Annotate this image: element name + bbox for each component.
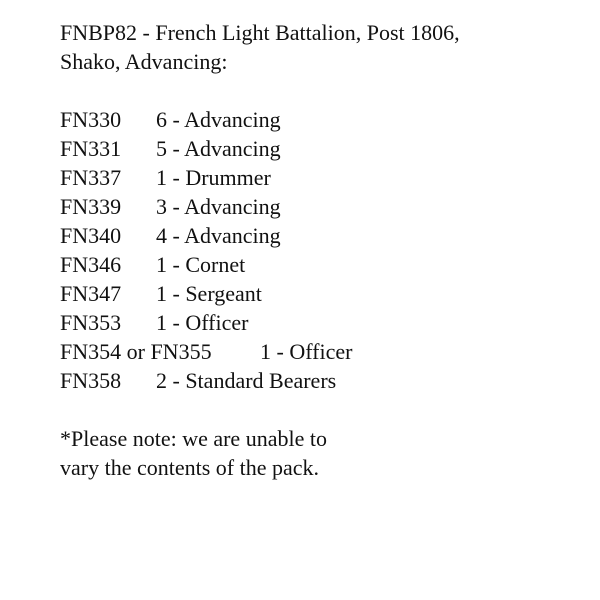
list-item [60,105,580,134]
item-description: 2 - Standard Bearers [156,368,337,393]
item-description: 1 - Officer [260,339,353,364]
list-item [60,134,580,163]
item-code: FN339 [60,194,122,219]
list-item [60,163,580,192]
item-code: FN358 [60,368,122,393]
item-description: 1 - Sergeant [156,281,262,306]
item-code: FN340 [60,223,122,248]
pack-title-line-1: FNBP82 - French Light Battalion, Post 1806, [60,20,460,45]
item-description: 1 - Officer [156,310,249,335]
note-line-2: vary the contents of the pack. [60,455,320,480]
item-description: 1 - Drummer [156,165,271,190]
spacer [60,76,580,105]
spacer [60,395,580,424]
list-item [60,337,580,366]
item-code: FN354 or FN355 [60,339,212,364]
item-code: FN347 [60,281,122,306]
item-description: 6 - Advancing [156,107,281,132]
list-item [60,308,580,337]
item-code: FN346 [60,252,122,277]
item-description: 5 - Advancing [156,136,281,161]
item-description: 3 - Advancing [156,194,281,219]
list-item [60,221,580,250]
item-code: FN330 [60,107,122,132]
list-item [60,250,580,279]
pack-title-line-2: Shako, Advancing: [60,49,228,74]
pack-contents-document [60,18,580,482]
list-item [60,279,580,308]
contents-list [60,105,580,395]
item-description: 4 - Advancing [156,223,281,248]
list-item [60,366,580,395]
item-description: 1 - Cornet [156,252,246,277]
list-item [60,192,580,221]
item-code: FN353 [60,310,122,335]
note-line-1: *Please note: we are unable to [60,426,327,451]
item-code: FN337 [60,165,122,190]
item-code: FN331 [60,136,122,161]
